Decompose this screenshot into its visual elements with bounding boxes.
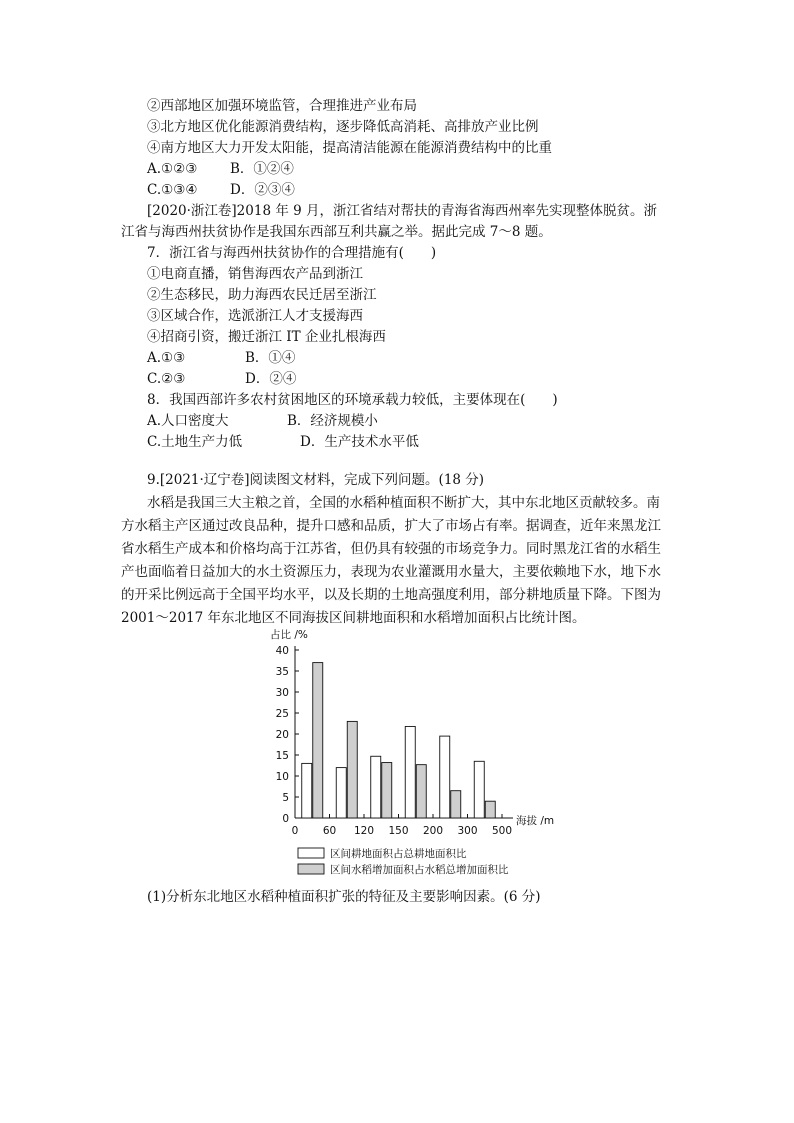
bar-rice-150-200 [416,765,426,818]
q6-option-4: ④南方地区大力开发太阳能，提高清洁能源在能源消费结构中的比重 [147,140,552,156]
bar-rice-0-60 [313,663,323,818]
legend-swatch-1 [298,848,324,858]
legend-label-2: 区间水稻增加面积占水稻总增加面积比 [330,864,509,876]
q6-choice-c: C.①③④ [147,182,198,198]
y-tick-label: 0 [282,813,289,825]
q9-paragraph-line-5: 的开采比例远高于全国平均水平，以及长期的土地高强度利用，部分耕地质量下降。下图为 [121,587,661,603]
intro-2020-line-2: 江省与海西州扶贫协作是我国东西部互利共赢之举。据此完成 7～8 题。 [121,224,552,240]
q7-stem: 7．浙江省与海西州扶贫协作的合理措施有( ) [147,245,437,261]
q9-subquestion-1: (1)分析东北地区水稻种植面积扩张的特征及主要影响因素。(6 分) [147,889,541,905]
x-tick-label: 500 [491,825,513,837]
q6-choice-a: A.①②③ [147,161,198,177]
x-tick-label: 150 [388,825,409,837]
q7-item-2: ②生态移民，助力海西农民迁居至浙江 [147,287,377,303]
bar-rice-120-150 [382,763,392,818]
x-axis-label: 海拔 /m [516,815,555,827]
q8-stem: 8．我国西部许多农村贫困地区的环境承载力较低，主要体现在( ) [147,392,558,408]
y-tick-label: 35 [275,666,289,678]
q7-choice-a: A.①③ [147,350,186,366]
q6-option-2: ②西部地区加强环境监管，合理推进产业布局 [147,98,417,114]
x-tick-label: 60 [322,825,337,837]
q9-heading: 9.[2021·辽宁卷]阅读图文材料，完成下列问题。(18 分) [147,472,485,488]
q7-choice-d: D．②④ [245,371,297,387]
q9-paragraph-line-2: 方水稻主产区通过改良品种，提升口感和品质，扩大了市场占有率。据调查，近年来黑龙江 [121,518,661,534]
bar-farmland-150-200 [405,726,415,818]
x-tick-label: 200 [422,825,444,837]
bar-farmland-0-60 [302,763,312,818]
q7-choice-c: C.②③ [147,371,186,387]
q9-paragraph-line-4: 产也面临着日益加大的水土资源压力，表现为农业灌溉用水量大，主要依赖地下水，地下水 [121,564,661,580]
q7-item-4: ④招商引资，搬迁浙江 IT 企业扎根海西 [147,329,386,345]
intro-2020-line-1: [2020·浙江卷]2018 年 9 月，浙江省结对帮扶的青海省海西州率先实现整体脱贫。浙 [147,203,657,219]
q6-choice-b: B．①②④ [230,161,294,177]
q6-option-3: ③北方地区优化能源消费结构，逐步降低高消耗、高排放产业比例 [147,119,539,135]
q8-choice-b: B．经济规模小 [287,413,378,429]
x-tick-label: 0 [291,825,299,837]
y-tick-label: 10 [275,771,289,783]
bar-rice-200-300 [451,791,461,818]
q7-choice-b: B．①④ [245,350,296,366]
x-tick-label: 300 [457,825,478,837]
bar-rice-60-120 [347,721,357,818]
q9-paragraph-line-6: 2001～2017 年东北地区不同海拔区间耕地面积和水稻增加面积占比统计图。 [121,610,586,626]
bar-rice-300-500 [485,801,495,818]
q6-choice-d: D．②③④ [230,182,295,198]
bar-farmland-60-120 [336,768,346,818]
q7-item-3: ③区域合作，选派浙江人才支援海西 [147,308,363,324]
q9-paragraph-line-1: 水稻是我国三大主粮之首，全国的水稻种植面积不断扩大，其中东北地区贡献较多。南 [147,495,660,511]
legend-swatch-2 [298,864,324,874]
q9-paragraph-line-3: 省水稻生产成本和价格均高于江苏省，但仍具有较强的市场竞争力。同时黑龙江省的水稻生 [121,541,661,557]
bar-farmland-200-300 [440,736,450,818]
q7-item-1: ①电商直播，销售海西农产品到浙江 [147,266,363,282]
q8-choice-c: C.土地生产力低 [147,434,243,450]
y-tick-label: 40 [275,645,289,657]
y-tick-label: 15 [275,750,289,762]
y-tick-label: 20 [275,729,289,741]
y-tick-label: 25 [275,708,289,720]
legend-label-1: 区间耕地面积占总耕地面积比 [330,848,467,860]
chart-svg [262,626,555,876]
elevation-bar-chart [262,626,555,876]
x-tick-label: 120 [353,825,375,837]
q8-choice-d: D．生产技术水平低 [300,434,419,450]
bar-farmland-300-500 [474,761,484,818]
bar-farmland-120-150 [371,756,381,818]
y-tick-label: 5 [282,792,289,804]
y-axis-label: 占比 /% [270,629,308,641]
y-tick-label: 30 [275,687,289,699]
q8-choice-a: A.人口密度大 [147,413,229,429]
